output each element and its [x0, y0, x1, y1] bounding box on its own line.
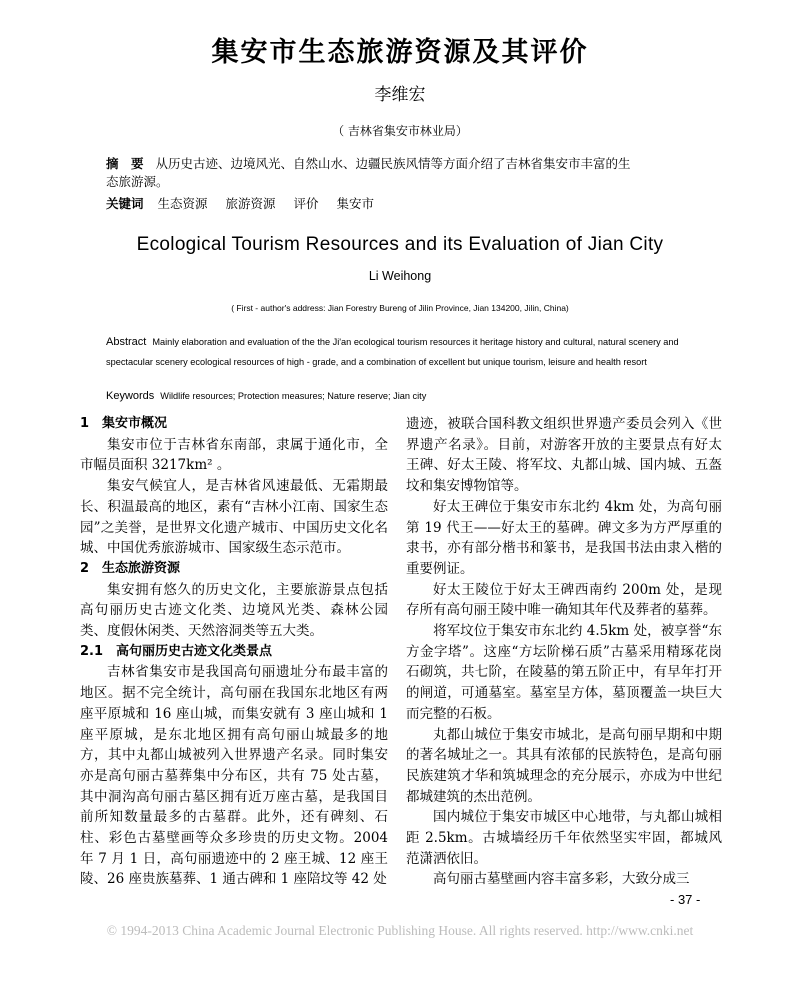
body-left-column: [80, 414, 388, 890]
author-name-en: Li Weihong: [368, 269, 432, 283]
keywords-en-text: Wildlife resources; Protection measures; Nature reserve; Jian city: [160, 391, 427, 401]
body-paragraph-continued: 遗迹，被联合国科教文组织世界遗产委员会列入《世界遗产名录》。目前，对游客开放的主要景点有好太王碑、好太王陵、将军坟、丸都山城、国内城、五盔坟和集安博物馆等。: [406, 416, 722, 495]
body-paragraph: 集安市位于吉林省东南部，隶属于通化市，全市幅员面积 3217km² 。: [80, 436, 388, 474]
body-paragraph: 集安气候宜人，是吉林省风速最低、无霜期最长、积温最高的地区，素有“吉林小江南、国家生态园”之美誉，是世界文化遗产城市、中国历史文化名城、中国优秀旅游城市、国家级生态示范市。: [80, 478, 388, 557]
keywords-cn-label: 关键词: [106, 196, 144, 211]
keywords-en: [106, 390, 706, 402]
body-paragraph: 好太王陵位于好太王碑西南约 200m 处，是现存所有高句丽王陵中唯一确知其年代及葬者的墓葬。: [406, 581, 722, 619]
abstract-en-label: Abstract: [106, 336, 147, 348]
keywords-en-label: Keywords: [106, 390, 155, 402]
paper-title-en: Ecological Tourism Resources and its Evaluation of Jian City: [136, 234, 664, 255]
subsection-heading: 2.1 高句丽历史古迹文化类景点: [80, 643, 273, 659]
abstract-cn-label: 摘 要: [106, 156, 144, 171]
section-heading: 1 集安市概况: [80, 416, 168, 431]
keyword-cn: 评价: [293, 196, 319, 211]
affiliation-en: ( First - author's address: Jian Forestry Bureng of Jilin Province, Jian 134200, Jilin, China): [231, 303, 569, 313]
body-paragraph: 国内城位于集安市城区中心地带，与丸都山城相距 2.5km。古城墙经历千年依然坚实牢固，都城风范潇洒依旧。: [406, 809, 722, 867]
section-heading: 2 生态旅游资源: [80, 560, 181, 576]
abstract-en: [106, 332, 706, 372]
copyright-footer: © 1994-2013 China Academic Journal Electronic Publishing House. All rights reserved. http://www.cnki.net: [106, 923, 694, 938]
body-paragraph: 高句丽古墓壁画内容丰富多彩，大致分成三: [433, 871, 690, 888]
abstract-en-text: Mainly elaboration and evaluation of the the Ji'an ecological tourism resources it heritage history and cultural, natural scenery and spectacular scenery ecological resources of high - grade, and a combination of excellent but unique tourism, leisure and health resort: [106, 337, 679, 367]
keyword-cn: 集安市: [336, 196, 375, 211]
abstract-cn-line-1: [106, 155, 706, 173]
body-paragraph: 将军坟位于集安市东北约 4.5km 处，被享誉“东方金字塔”。这座“方坛阶梯石质”古墓采用精琢花岗石砌筑，共七阶，在陵墓的第五阶正中，有早年打开的闸道，可通墓室。墓室呈方体，墓顶覆盖一块巨大而完整的石板。: [406, 623, 722, 722]
abstract-cn-line-2: 态旅游源。: [106, 174, 169, 189]
body-right-column: [406, 414, 722, 890]
author-name-cn: 李维宏: [374, 85, 426, 105]
affiliation-cn: （ 吉林省集安市林业局）: [332, 124, 468, 138]
body-paragraph: 吉林省集安市是我国高句丽遗址分布最丰富的地区。据不完全统计，高句丽在我国东北地区有两座平原城和 16 座山城，而集安就有 3 座山城和 1 座平原城，是东北地区拥有高句丽山城最多的地方，其中丸都山城被列入世界遗产名录。同时集安亦是高句丽古墓葬集中分布区，共有 75 处古墓，其中洞沟高句丽古墓区拥有近万座古墓，是我国目前所知数量最多的古墓群。此外，还有碑刻、石柱、彩色古墓壁画等众多珍贵的历史文物。2004 年 7 月 1 日，高句丽遗迹中的 2 座王城、12 座王陵、26 座贵族墓葬、1 通古碑和 1 座陪坟等 42 处: [80, 664, 388, 888]
page-number: - 37 -: [670, 892, 701, 907]
abstract-cn-text-1: 从历史古迹、边境风光、自然山水、边疆民族风情等方面介绍了吉林省集安市丰富的生: [155, 156, 631, 171]
keyword-cn: 旅游资源: [225, 196, 276, 211]
abstract-cn: [106, 155, 706, 191]
body-paragraph: 集安拥有悠久的历史文化，主要旅游景点包括高句丽历史古迹文化类、边境风光类、森林公园类、度假休闲类、天然溶洞类等五大类。: [80, 581, 388, 640]
keyword-cn: 生态资源: [157, 196, 208, 211]
body-paragraph: 好太王碑位于集安市东北约 4km 处，为高句丽第 19 代王——好太王的墓碑。碑文多为方严厚重的隶书，亦有部分楷书和篆书，是我国书法由隶入楷的重要例证。: [406, 498, 722, 577]
keywords-cn: [106, 194, 706, 212]
body-paragraph: 丸都山城位于集安市城北，是高句丽早期和中期的著名城址之一。其具有浓郁的民族特色，是高句丽民族建筑才华和筑城理念的充分展示，亦成为中世纪都城建筑的杰出范例。: [406, 726, 722, 805]
paper-title-cn: 集安市生态旅游资源及其评价: [211, 37, 589, 68]
